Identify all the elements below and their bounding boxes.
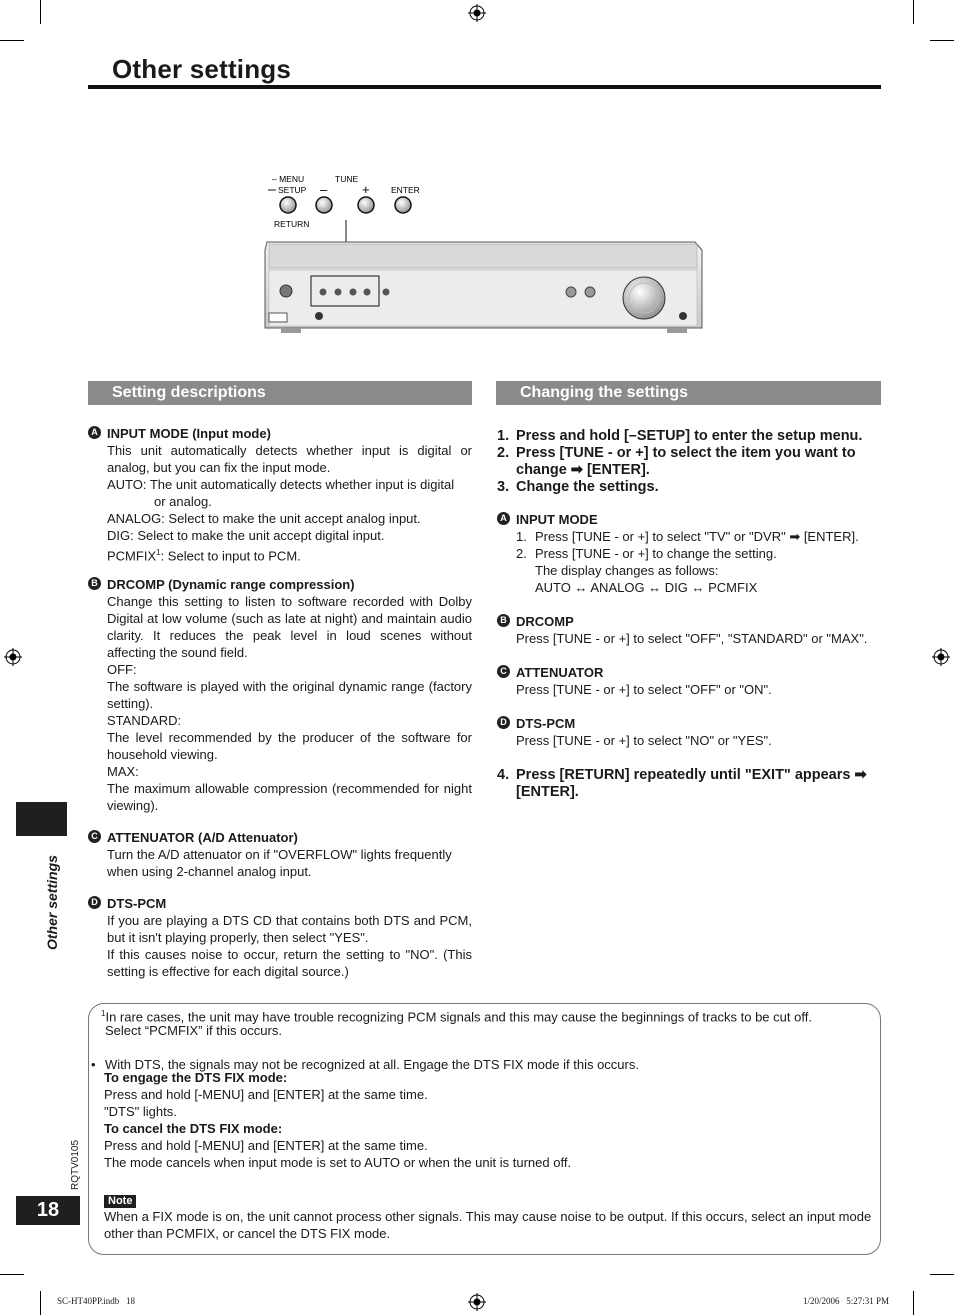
item-title: ATTENUATOR (A/D Attenuator): [107, 830, 298, 846]
pcmfix-label: PCMFIX: [107, 548, 157, 564]
main-steps: [497, 428, 881, 496]
marker-a-icon: A: [88, 426, 101, 439]
item-text: MAX:: [107, 764, 139, 780]
title-rule: [88, 85, 881, 89]
page-number: 18: [16, 1196, 80, 1225]
item-title: ATTENUATOR: [516, 665, 604, 680]
marker-b-icon: B: [497, 614, 510, 627]
item-text: STANDARD:: [107, 713, 182, 729]
setting-dts-pcm: [91, 895, 472, 980]
label-menu: – MENU: [272, 174, 305, 184]
marker-c-icon: C: [497, 665, 510, 678]
crop-mark: [0, 1274, 24, 1275]
step-1: 1. Press and hold [–SETUP] to enter the setup menu.: [497, 428, 863, 444]
footnote-text: In rare cases, the unit may have trouble recognizing PCM signals and this may cause the beginnings of tracks to be cut off.: [105, 1009, 812, 1025]
step-2: 2. Press [TUNE - or +] to select the item you want to change ➡ [ENTER].: [497, 445, 856, 478]
item-text: Press [TUNE - or +] to select "NO" or "YES".: [516, 733, 772, 748]
footnote-text-line2: Select “PCMFIX” if this occurs.: [105, 1023, 282, 1038]
step-3: 3. Change the settings.: [497, 479, 659, 495]
item-title: INPUT MODE (Input mode): [107, 426, 271, 441]
change-input-mode: [500, 511, 881, 596]
crop-mark: [913, 0, 914, 24]
item-text: The maximum allowable compression (recommended for night viewing).: [107, 781, 472, 814]
item-text: The level recommended by the producer of the software for household viewing.: [107, 730, 472, 763]
registration-mark-icon: [468, 1293, 486, 1311]
item-title: DTS-PCM: [107, 896, 167, 912]
note-text: When a FIX mode is on, the unit cannot process other signals. This may cause noise to be output. If this occurs, select an input mode other than PCMFIX, or cancel the DTS FIX mode.: [104, 1209, 872, 1241]
changing-settings-column: [497, 428, 881, 801]
change-attenuator: [500, 664, 881, 698]
document-code: RQTV0105: [70, 1139, 81, 1190]
item-text: This unit automatically detects whether input is digital or analog, but you can fix the input mode.: [107, 443, 472, 475]
registration-mark-icon: [932, 648, 950, 666]
step-4: 4. Press [RETURN] repeatedly until "EXIT" appears ➡ [ENTER].: [497, 767, 867, 800]
item-text: The display changes as follows:: [535, 563, 719, 578]
item-title: DRCOMP (Dynamic range compression): [107, 577, 355, 593]
footnote-marker: 1: [101, 1009, 106, 1018]
item-text: ANALOG: Select to make the unit accept analog input.: [107, 511, 421, 526]
item-text: The software is played with the original dynamic range (factory setting).: [107, 679, 472, 712]
marker-b-icon: B: [88, 577, 101, 590]
sub-step: 1. Press [TUNE - or +] to select "TV" or "DVR" ➡ [ENTER].: [516, 529, 859, 544]
footer-filename: SC-HT40PP.indb 18: [57, 1296, 136, 1306]
crop-mark: [0, 40, 24, 41]
label-setup: SETUP: [278, 185, 307, 195]
item-text: DIG: Select to make the unit accept digital input.: [107, 528, 385, 543]
enlarged-buttons: [280, 197, 411, 213]
side-section-label: Other settings: [44, 855, 60, 950]
label-minus: –: [320, 182, 328, 197]
marker-c-icon: C: [88, 830, 101, 843]
item-text: Turn the A/D attenuator on if "OVERFLOW" lights frequently when using 2-channel analog input.: [107, 847, 452, 880]
item-text: AUTO: The unit automatically detects whether input is digital: [107, 477, 455, 492]
change-drcomp: [500, 613, 881, 647]
crop-mark: [913, 1291, 914, 1315]
registration-mark-icon: [4, 648, 22, 666]
label-enter: ENTER: [391, 185, 420, 195]
item-text: [107, 544, 472, 564]
final-step: [497, 767, 881, 801]
section-heading-setting-descriptions: Setting descriptions: [88, 381, 472, 405]
label-tune: TUNE: [335, 174, 359, 184]
receiver-front-panel-illustration: [255, 170, 715, 335]
setting-input-mode: [91, 425, 472, 564]
item-text: If you are playing a DTS CD that contains both DTS and PCM, but it isn't playing properly, then select "YES".: [107, 913, 472, 946]
engage-step-1: Press and hold [-MENU] and [ENTER] at the same time.: [104, 1087, 428, 1102]
setting-drcomp: [91, 576, 472, 814]
setting-descriptions-column: [91, 425, 472, 980]
sub-step: 2. Press [TUNE - or +] to change the setting.: [516, 546, 777, 561]
registration-mark-icon: [468, 4, 486, 22]
bullet-marker: •: [91, 1057, 96, 1072]
marker-d-icon: D: [497, 716, 510, 729]
cancel-step-2: The mode cancels when input mode is set to AUTO or when the unit is turned off.: [104, 1155, 572, 1170]
item-text: OFF:: [107, 662, 137, 678]
page-title: Other settings: [112, 54, 292, 84]
side-tab: [16, 802, 67, 836]
label-return: RETURN: [274, 219, 310, 229]
item-title: DTS-PCM: [516, 716, 576, 731]
sub-settings: [497, 511, 881, 749]
crop-mark: [40, 1291, 41, 1315]
change-dts-pcm: [500, 715, 881, 749]
engage-title: To engage the DTS FIX mode:: [104, 1070, 288, 1085]
item-title: DRCOMP: [516, 614, 574, 629]
crop-mark: [40, 0, 41, 24]
marker-d-icon: D: [88, 896, 101, 909]
footnote-ref: 1: [156, 548, 161, 557]
item-text: AUTO ↔ ANALOG ↔ DIG ↔ PCMFIX: [535, 580, 758, 595]
engage-step-2: "DTS" lights.: [104, 1104, 177, 1119]
note-label: Note: [104, 1195, 136, 1208]
item-text: Press [TUNE - or +] to select "OFF" or "ON".: [516, 682, 772, 697]
item-text: or analog.: [154, 494, 212, 509]
label-plus: +: [362, 182, 370, 197]
crop-mark: [930, 40, 954, 41]
crop-mark: [930, 1274, 954, 1275]
note-label-wrap: [104, 1191, 136, 1208]
setting-attenuator: [91, 829, 472, 880]
cancel-step-1: Press and hold [-MENU] and [ENTER] at the same time.: [104, 1138, 428, 1153]
item-text: Change this setting to listen to software recorded with Dolby Digital at low volume (such as late at night) and maintain audio clarity. It reduces the peak level in loud scenes without affecting the sound field.: [107, 594, 472, 661]
item-title: INPUT MODE: [516, 512, 598, 527]
item-text: Press [TUNE - or +] to select "OFF", "STANDARD" or "MAX".: [516, 631, 868, 646]
pcmfix-desc: : Select to input to PCM.: [160, 548, 301, 564]
item-text: If this causes noise to occur, return the setting to "NO". (This setting is effective for each digital source.): [107, 947, 472, 980]
section-heading-changing-settings: Changing the settings: [496, 381, 881, 405]
footer-timestamp: 1/20/2006 5:27:31 PM: [803, 1296, 890, 1306]
marker-a-icon: A: [497, 512, 510, 525]
dts-text: With DTS, the signals may not be recognized at all. Engage the DTS FIX mode if this occurs.: [105, 1057, 639, 1072]
cancel-title: To cancel the DTS FIX mode:: [104, 1121, 283, 1136]
footnote-box: [88, 1003, 881, 1255]
